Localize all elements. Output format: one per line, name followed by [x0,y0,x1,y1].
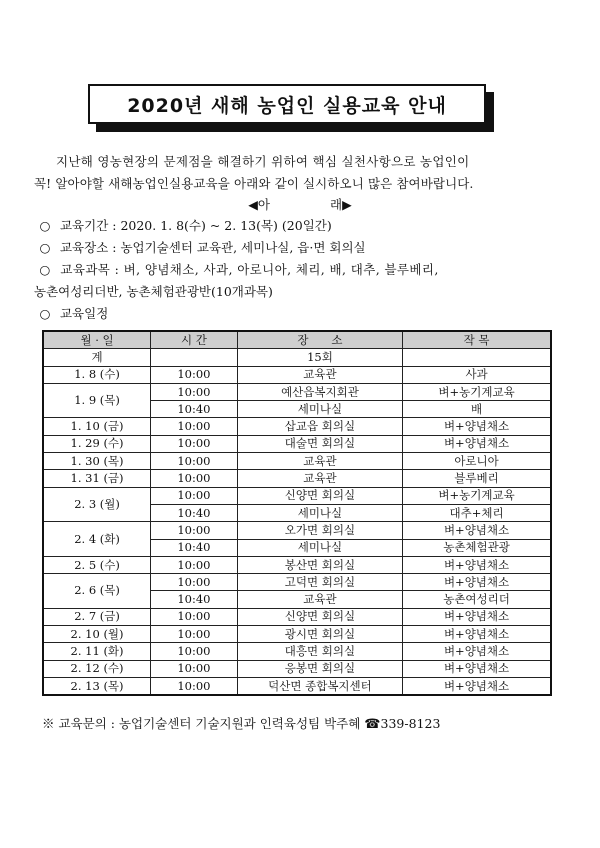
header-crop: 작 목 [403,331,551,349]
list-item-schedule: ○ 교육일정 [34,303,574,325]
total-label: 계 [43,349,151,366]
info-list [34,215,574,325]
intro-line-1: 지난해 영농현장의 문제점을 해결하기 위하여 핵심 실천사항으로 농업인이 [56,154,470,169]
reference-mark: ※ [42,716,55,731]
table-row: 1. 31 (금) 10:00 교육관 블루베리 [43,470,551,487]
contact-phone: 339-8123 [380,716,441,731]
title-box [88,84,486,124]
bullet-icon: ○ [39,218,51,233]
table-row: 1. 29 (수) 10:00 대술면 회의실 벼+양념채소 [43,435,551,452]
table-row: 2. 11 (화) 10:00 대흥면 회의실 벼+양념채소 [43,643,551,660]
list-item-period: ○ 교육기간 : 2020. 1. 8(수) ~ 2. 13(목) (20일간) [34,215,574,237]
table-row: 10:40 세미나실 농촌체험관광 [43,539,551,556]
intro-paragraph [34,151,574,195]
list-item-location: ○ 교육장소 : 농업기술센터 교육관, 세미나실, 읍·면 회의실 [34,237,574,259]
table-row: 1. 10 (금) 10:00 삽교읍 회의실 벼+양념채소 [43,418,551,435]
table-row: 2. 10 (월) 10:00 광시면 회의실 벼+양념채소 [43,626,551,643]
header-place: 장 소 [237,331,402,349]
list-item-subjects: ○ 교육과목 : 벼, 양념채소, 사과, 아로니아, 체리, 배, 대추, 블루베리, [34,259,574,281]
table-row: 2. 5 (수) 10:00 봉산면 회의실 벼+양념채소 [43,556,551,573]
bullet-icon: ○ [39,306,51,321]
contact-footer [42,714,440,732]
below-heading [0,195,600,213]
table-row: 10:40 교육관 농촌여성리더 [43,591,551,608]
total-count: 15회 [237,349,402,366]
intro-line-2: 꼭! 알아야할 새해농업인실용교육을 아래와 같이 실시하오니 많은 참여바랍니다. [34,176,474,191]
table-row: 2. 13 (목) 10:00 덕산면 종합복지센터 벼+양념채소 [43,677,551,695]
list-item-subjects-cont: 농촌여성리더반, 농촌체험관광반(10개과목) [34,284,273,299]
table-row: 2. 7 (금) 10:00 신양면 회의실 벼+양념채소 [43,608,551,625]
contact-text: 교육문의 : 농업기술센터 기술지원과 인력육성팀 박주혜 [58,716,361,731]
table-row: 10:40 세미나실 배 [43,401,551,418]
schedule-table [42,330,552,696]
bullet-icon: ○ [39,262,51,277]
title-banner [88,84,486,124]
table-row: 2. 6 (목) 10:00 고덕면 회의실 벼+양념채소 [43,574,551,591]
table-header-row [43,331,551,349]
table-total-row [43,349,551,366]
table-row: 2. 4 (화) 10:00 오가면 회의실 벼+양념채소 [43,522,551,539]
phone-icon: ☎ [364,717,381,732]
header-time: 시 간 [151,331,238,349]
below-right: 래▶ [330,197,352,212]
table-row: 2. 3 (월) 10:00 신양면 회의실 벼+농기계교육 [43,487,551,504]
table-row: 10:40 세미나실 대추+체리 [43,504,551,521]
page-title: 2020년 새해 농업인 실용교육 안내 [127,94,447,117]
table-row: 1. 8 (수) 10:00 교육관 사과 [43,366,551,383]
header-date: 월 · 일 [43,331,151,349]
below-left: ◀아 [248,197,270,212]
table-row: 2. 12 (수) 10:00 응봉면 회의실 벼+양념채소 [43,660,551,677]
table-row: 1. 30 (목) 10:00 교육관 아로니아 [43,453,551,470]
table-row: 1. 9 (목) 10:00 예산읍복지회관 벼+농기계교육 [43,383,551,400]
bullet-icon: ○ [39,240,51,255]
